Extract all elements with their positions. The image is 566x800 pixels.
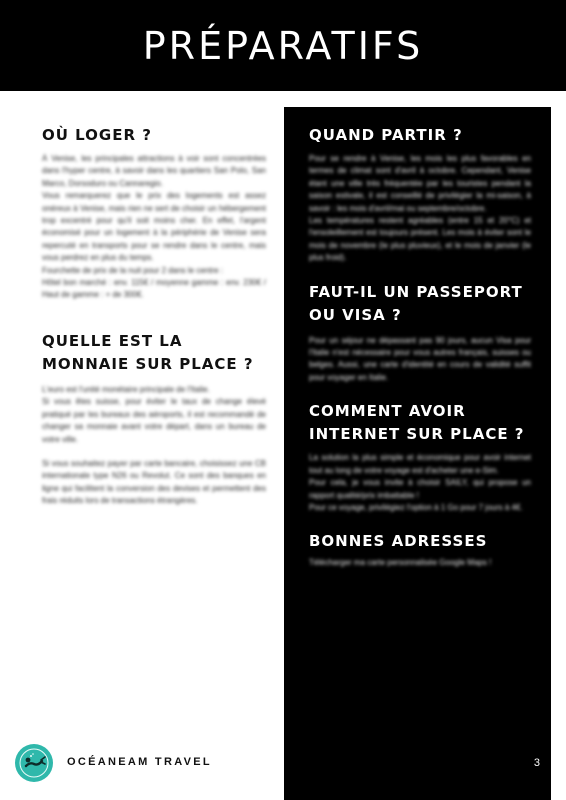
addresses-heading: BONNES ADRESSES (309, 532, 488, 551)
currency-paragraph-1: L'euro est l'unité monétaire principale de l'Italie. (42, 384, 210, 394)
internet-heading: COMMENT AVOIR INTERNET SUR PLACE ? (309, 402, 525, 444)
right-column (309, 124, 531, 570)
left-column (42, 124, 266, 508)
page-number: 3 (533, 757, 540, 769)
passport-heading: FAUT-IL UN PASSEPORT OU VISA ? (309, 282, 523, 324)
when-to-go-paragraph-2: Les températures restent agréables (entre 15 et 20°C) et l'ensoleillement est toujours présent. Les mois à éviter sont le mois de novembre (le plus pluvieux), et le mois de janvier (le plus froid). (309, 216, 531, 263)
currency-paragraph-2: Si vous êtes suisse, pour éviter le taux de change élevé pratiqué par les bureaux des aéroports, il est recommandé de changer sa monnaie avant votre départ, dans un bureau de votre ville. (42, 397, 266, 444)
addresses-link[interactable]: Télécharger ma carte personnalisée Google Maps ! (309, 558, 492, 568)
page-title: PRÉPARATIFS (142, 23, 424, 68)
diver-icon (15, 744, 53, 782)
where-to-stay-paragraph-1: À Venise, les principales attractions à voir sont concentrées dans l'hyper centre, à savoir dans les quartiers San Polo, San Marco, Dorsoduro ou Cannaregio. (42, 154, 266, 188)
where-to-stay-paragraph-4: Hôtel bon marché : env. 115€ / moyenne gamme : env. 230€ / Haut de gamme : + de 300€. (42, 278, 266, 300)
internet-paragraph-1: La solution la plus simple et économique pour avoir internet tout au long de votre voyage est d'acheter une e-Sim. (309, 453, 531, 475)
when-to-go-paragraph-1: Pour se rendre à Venise, les mois les plus favorables en termes de climat sont d'avril à octobre. Cependant, Venise étant une ville très fréquentée par les touristes pendant la saison estivale, il est conseillé de privilégier la mi-saison, à savoir : les mois d'avril/mai ou septembre/octobre. (309, 154, 531, 213)
passport-paragraph-1: Pour un séjour ne dépassant pas 90 jours, aucun Visa pour l'Italie n'est nécessaire pour vous autres français, suisses ou belges. Aussi, une carte d'identité en cours de validité suffit pour voyager en Italie. (309, 335, 531, 382)
where-to-stay-paragraph-3: Fourchette de prix de la nuit pour 2 dans le centre : (42, 265, 223, 275)
page-header (0, 0, 566, 91)
currency-heading: QUELLE EST LA MONNAIE SUR PLACE ? (42, 331, 254, 373)
where-to-stay-heading: OÙ LOGER ? (42, 126, 152, 144)
brand-name: OCÉANEAM TRAVEL (67, 756, 212, 768)
internet-paragraph-2: Pour cela, je vous invite à choisir SAILY, qui propose un rapport qualité/prix imbattable ! (309, 478, 531, 500)
where-to-stay-paragraph-2: Vous remarquerez que le prix des logements est assez onéreux à Venise, mais rien ne sert de choisir un hébergement trop excentré pour qu'il soit moins cher. En effet, l'argent économisé pour un logement à la périphérie de Venise sera repercuté en transports pour se rendre dans le centre, mais vous perdrez en plus du temps. (42, 191, 266, 263)
internet-paragraph-3: Pour ce voyage, privilégiez l'option à 1 Go pour 7 jours à 4€. (309, 502, 523, 512)
currency-paragraph-3: Si vous souhaitez payer par carte bancaire, choisissez une CB internationale type N26 ou Revolut. Ce sont des banques en ligne qui facilitent la conversion des devises et permettent des frais réduits lors de transactions étrangères. (42, 458, 266, 506)
when-to-go-heading: QUAND PARTIR ? (309, 126, 463, 144)
